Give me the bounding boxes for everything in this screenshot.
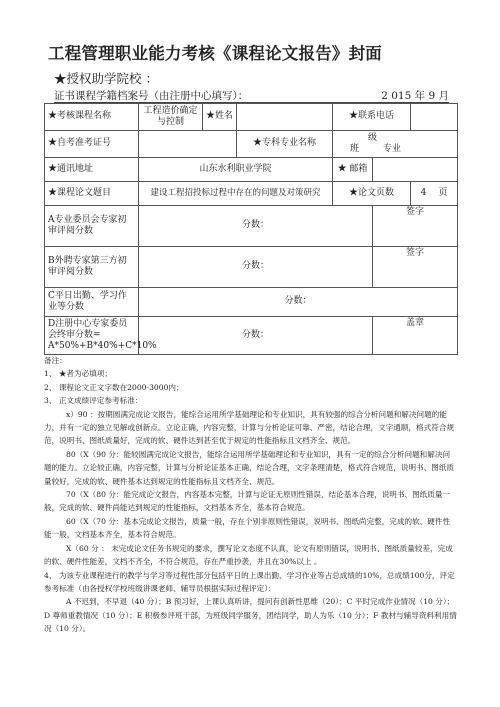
specialty-label: 专业 — [383, 144, 402, 154]
note-item: 1、 ★者为必填项； — [44, 369, 112, 379]
major-value[interactable] — [333, 131, 458, 158]
address-value[interactable]: 山东水利职业学院 — [139, 158, 333, 182]
name-label: ★姓名 — [203, 104, 237, 131]
address-label: ★通讯地址 — [45, 158, 139, 182]
eval-c-score[interactable] — [139, 288, 458, 317]
eval-b-score[interactable] — [139, 247, 373, 288]
score-label: 分数： — [241, 261, 269, 272]
eval-d-label: D注册中心专家委员会终审分数= A*50%+B*40%+C*10% — [45, 317, 139, 355]
exam-no-value[interactable] — [139, 131, 237, 158]
grade-criteria: 80（X（90 分：能较圆满完成论文报告，能综合运用所学基础理论和专业知识，具有一定的综合分析问题和解决问题的能力。立论较正确，内容完整，计算与分析论证基本正确，结论合理，文字条理清楚，格式符合规范，说明书、图纸质量较好，完成的软、硬件基本达到规定的性能指标且文档齐全、规范。 — [44, 449, 455, 486]
course-name-label: ★考核课程名称 — [45, 104, 139, 131]
notes-section — [44, 354, 457, 636]
phone-value[interactable] — [411, 104, 458, 131]
page-title: 工程管理职业能力考核《课程论文报告》封面 — [48, 44, 382, 63]
topic-label: ★课程论文题目 — [45, 182, 139, 206]
grade-criteria: 70（X（80 分：能完成论文报告，内容基本完整，计算与论证无原则性错误，结论基本合理，说明书、图纸质量一般，完成的软、硬件尚能达到规定的性能指标，文档基本齐全，基本符合规范。 — [44, 490, 451, 513]
attendance-criteria: A 不迟到，不早退（40 分）；B 预习好，上课认真听讲，提问有创新性思维（20）；C 平时完成作业情况（10 分）；D 尊师重教情况（10 分）；E 积极参评班干部，为班级同学服务，团结同学，助人为乐（10 分）；F 教材与辅导资料利用情况（10 分）。 — [44, 597, 457, 634]
class-label: 班 — [350, 144, 360, 154]
grade-criteria: x）90 ：按期圆满完成论文报告，能综合运用所学基础理论和专业知识，具有较强的综合分析问题和解决问题的能力，并有一定的独立见解或创新点。立论正确，内容完整，计算与分析论证可靠、严密，结论合理，文字通顺，格式符合规范，说明书、图纸质量好，完成的软、硬件达到甚至优于规定的性能指标且文档齐全、规范。 — [44, 409, 455, 446]
note-item: 2、 课程论文正文字数在2000-3000内； — [44, 382, 184, 392]
eval-a-score[interactable] — [139, 206, 373, 247]
name-value[interactable] — [237, 104, 333, 131]
eval-b-label: B外聘专家第三方初审评阅分数 — [45, 247, 139, 288]
date-text: 2 015 年 9 月 — [381, 90, 449, 102]
note-item: 3、 正文成绩评定参考标准： — [44, 396, 143, 406]
eval-d-score[interactable] — [139, 317, 373, 355]
postcode-label: ★ 邮箱 — [333, 158, 373, 182]
archive-line — [54, 88, 449, 103]
eval-a-sign[interactable]: 签字 — [373, 206, 458, 247]
cover-form-table — [44, 103, 458, 355]
score-label: 分数： — [241, 220, 269, 231]
eval-d-seal[interactable]: 盖章 — [373, 317, 458, 355]
postcode-value[interactable] — [373, 158, 458, 182]
score-label: 分数： — [284, 296, 312, 307]
course-name-value[interactable]: 工程造价确定与控制 — [139, 104, 203, 131]
eval-a-label: A专业委员会专家初审评阅分数 — [45, 206, 139, 247]
exam-no-label: ★自考准考证号 — [45, 131, 139, 158]
pages-number: 4 — [420, 187, 427, 198]
pages-unit: 页 — [438, 187, 448, 198]
grade-criteria: X（60 分 ： 未完成论文任务书规定的要求，撰写论文态度不认真，论文有原则错误，说明书、图纸质量较差，完成的软、硬件性能差，文档不齐全，不符合规范，存在严重抄袭，并且在30%以上 。 — [44, 543, 453, 567]
grade-label: 级 — [368, 132, 378, 143]
pages-value[interactable] — [411, 182, 458, 206]
eval-c-label: C平日出勤、学习作业等分数 — [45, 288, 139, 317]
archive-label: 证书课程学籍档案号（由注册中心填写）： — [54, 90, 249, 102]
grade-criteria: 60（X（70 分：基本完成论文报告，质量一般，存在个别非原则性错误，说明书、图纸尚完整，完成的软、硬件性能一般，文档基本齐全，基本符合规范。 — [44, 516, 451, 540]
topic-value[interactable]: 建设工程招投标过程中存在的问题及对策研究 — [139, 182, 333, 206]
score-label: 分数： — [241, 329, 269, 340]
major-label: ★专科专业名称 — [237, 131, 333, 158]
note-item: 4、 为该专业课程进行的教学与学习等过程性部分包括平日的上课出勤、学习作业等占总成绩的10%，总成绩100分，评定参考标准（由各授权学校班级讲课老师、辅导员根据实际过程评定）： — [44, 570, 455, 593]
notes-title: 备注： — [44, 356, 67, 365]
pages-label: ★论文页数 — [333, 182, 411, 206]
phone-label: ★联系电话 — [333, 104, 411, 131]
eval-b-sign[interactable]: 签字 — [373, 247, 458, 288]
authorized-school-label: ★授权助学院校 ： — [54, 71, 158, 86]
